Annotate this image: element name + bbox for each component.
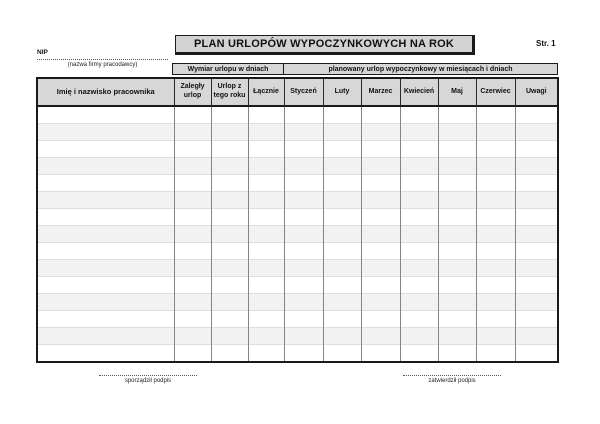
table-cell <box>174 345 211 363</box>
table-cell <box>211 243 248 260</box>
table-cell <box>323 243 361 260</box>
table-cell <box>37 175 174 192</box>
table-cell <box>284 209 323 226</box>
table-row <box>37 345 558 363</box>
preparer-signature-caption: sporządził podpis <box>124 378 172 384</box>
table-header <box>37 78 558 106</box>
table-cell <box>400 192 438 209</box>
table-cell <box>323 294 361 311</box>
table-cell <box>323 260 361 277</box>
table-cell <box>211 192 248 209</box>
table-cell <box>211 328 248 345</box>
table-cell <box>438 277 476 294</box>
table-cell <box>476 175 515 192</box>
table-cell <box>248 141 284 158</box>
table-cell <box>438 260 476 277</box>
table-cell <box>284 328 323 345</box>
table-cell <box>361 243 400 260</box>
table-cell <box>248 192 284 209</box>
table-cell <box>284 226 323 243</box>
table-row <box>37 209 558 226</box>
table-cell <box>438 226 476 243</box>
table-cell <box>37 328 174 345</box>
table-cell <box>515 328 558 345</box>
col-header-june: Czerwiec <box>476 78 515 106</box>
approver-signature-block <box>403 372 501 384</box>
table-cell <box>248 260 284 277</box>
table-cell <box>438 243 476 260</box>
col-header-current-year-leave: Urlop z tego roku <box>211 78 248 106</box>
preparer-signature-block <box>99 372 197 384</box>
table-cell <box>174 192 211 209</box>
table-cell <box>248 158 284 175</box>
table-cell <box>515 243 558 260</box>
table-cell <box>174 260 211 277</box>
table-cell <box>515 175 558 192</box>
table-cell <box>476 192 515 209</box>
table-cell <box>400 175 438 192</box>
table-cell <box>37 192 174 209</box>
table-row <box>37 277 558 294</box>
table-cell <box>476 158 515 175</box>
table-cell <box>248 124 284 141</box>
table-cell <box>323 158 361 175</box>
col-header-january: Styczeń <box>284 78 323 106</box>
table-cell <box>515 192 558 209</box>
table-cell <box>174 226 211 243</box>
table-cell <box>361 124 400 141</box>
table-cell <box>174 328 211 345</box>
table-cell <box>37 158 174 175</box>
table-cell <box>323 106 361 124</box>
nip-fill-line <box>37 56 168 60</box>
table-cell <box>361 311 400 328</box>
table-cell <box>37 141 174 158</box>
table-cell <box>361 106 400 124</box>
table-cell <box>211 141 248 158</box>
table-cell <box>323 226 361 243</box>
table-row <box>37 243 558 260</box>
table-cell <box>284 158 323 175</box>
table-cell <box>248 328 284 345</box>
approver-signature-caption: zatwierdził podpis <box>428 378 476 384</box>
table-cell <box>361 175 400 192</box>
table-cell <box>438 175 476 192</box>
table-cell <box>174 158 211 175</box>
table-cell <box>323 175 361 192</box>
table-row <box>37 226 558 243</box>
table-cell <box>361 192 400 209</box>
table-cell <box>323 141 361 158</box>
table-cell <box>400 243 438 260</box>
table-cell <box>476 311 515 328</box>
table-cell <box>248 243 284 260</box>
table-cell <box>211 226 248 243</box>
table-cell <box>438 124 476 141</box>
table-cell <box>400 277 438 294</box>
table-cell <box>515 124 558 141</box>
table-cell <box>476 328 515 345</box>
table-cell <box>284 175 323 192</box>
table-cell <box>323 277 361 294</box>
table-cell <box>284 106 323 124</box>
table-cell <box>37 106 174 124</box>
preparer-signature-line <box>99 372 197 376</box>
table-cell <box>248 226 284 243</box>
table-row <box>37 260 558 277</box>
table-cell <box>248 106 284 124</box>
table-cell <box>284 345 323 363</box>
table-cell <box>361 294 400 311</box>
table-cell <box>515 311 558 328</box>
table-cell <box>400 158 438 175</box>
table-cell <box>476 294 515 311</box>
table-cell <box>248 175 284 192</box>
table-cell <box>361 260 400 277</box>
column-header-row <box>37 78 558 106</box>
table-cell <box>248 277 284 294</box>
table-cell <box>211 209 248 226</box>
table-row <box>37 141 558 158</box>
table-cell <box>400 209 438 226</box>
table-cell <box>284 243 323 260</box>
table-cell <box>361 158 400 175</box>
table-cell <box>37 311 174 328</box>
company-name-caption: (nazwa firmy pracodawcy) <box>67 62 138 68</box>
table-cell <box>400 328 438 345</box>
table-cell <box>323 328 361 345</box>
table-cell <box>174 175 211 192</box>
approver-signature-line <box>403 372 501 376</box>
table-cell <box>361 277 400 294</box>
table-cell <box>515 260 558 277</box>
table-cell <box>438 294 476 311</box>
table-cell <box>438 141 476 158</box>
table-cell <box>284 124 323 141</box>
table-cell <box>211 277 248 294</box>
table-cell <box>174 277 211 294</box>
table-cell <box>211 345 248 363</box>
table-cell <box>174 124 211 141</box>
table-cell <box>515 345 558 363</box>
table-cell <box>248 311 284 328</box>
table-row <box>37 175 558 192</box>
table-cell <box>248 294 284 311</box>
col-header-march: Marzec <box>361 78 400 106</box>
table-cell <box>211 175 248 192</box>
table-cell <box>438 345 476 363</box>
table-cell <box>211 260 248 277</box>
table-cell <box>438 209 476 226</box>
col-header-remarks: Uwagi <box>515 78 558 106</box>
table-cell <box>515 226 558 243</box>
table-cell <box>284 192 323 209</box>
table-cell <box>438 158 476 175</box>
table-cell <box>400 294 438 311</box>
table-cell <box>438 328 476 345</box>
col-header-total: Łącznie <box>248 78 284 106</box>
col-header-may: Maj <box>438 78 476 106</box>
table-cell <box>361 141 400 158</box>
table-cell <box>323 192 361 209</box>
group-header-leave-dimension: Wymiar urlopu w dniach <box>173 64 284 75</box>
table-cell <box>37 260 174 277</box>
table-row <box>37 192 558 209</box>
table-row <box>37 158 558 175</box>
table-cell <box>211 294 248 311</box>
table-row <box>37 294 558 311</box>
table-cell <box>174 106 211 124</box>
table-cell <box>476 243 515 260</box>
table-cell <box>361 328 400 345</box>
table-cell <box>174 311 211 328</box>
table-cell <box>476 106 515 124</box>
table-cell <box>284 277 323 294</box>
form-title: PLAN URLOPÓW WYPOCZYNKOWYCH NA ROK <box>194 38 454 50</box>
form-title-box <box>175 35 475 55</box>
company-id-block <box>37 49 168 68</box>
table-cell <box>515 277 558 294</box>
table-cell <box>476 226 515 243</box>
table-row <box>37 328 558 345</box>
table-cell <box>515 106 558 124</box>
table-body <box>37 106 558 362</box>
table-cell <box>211 124 248 141</box>
table-cell <box>323 311 361 328</box>
table-cell <box>476 277 515 294</box>
table-cell <box>211 311 248 328</box>
table-cell <box>174 243 211 260</box>
table-cell <box>284 141 323 158</box>
vacation-plan-table <box>36 77 559 363</box>
table-cell <box>323 345 361 363</box>
col-header-overdue-leave: Zaległy urlop <box>174 78 211 106</box>
table-cell <box>400 106 438 124</box>
table-cell <box>515 141 558 158</box>
table-cell <box>400 124 438 141</box>
table-cell <box>37 345 174 363</box>
table-cell <box>37 124 174 141</box>
table-cell <box>438 311 476 328</box>
table-cell <box>37 277 174 294</box>
table-cell <box>361 226 400 243</box>
table-row <box>37 106 558 124</box>
table-cell <box>37 226 174 243</box>
table-cell <box>438 192 476 209</box>
table-cell <box>400 260 438 277</box>
table-cell <box>37 243 174 260</box>
table-cell <box>248 345 284 363</box>
table-cell <box>400 311 438 328</box>
table-cell <box>211 158 248 175</box>
table-cell <box>284 260 323 277</box>
col-header-april: Kwiecień <box>400 78 438 106</box>
table-cell <box>515 209 558 226</box>
table-cell <box>248 209 284 226</box>
table-cell <box>476 345 515 363</box>
table-cell <box>400 345 438 363</box>
table-cell <box>174 294 211 311</box>
table-cell <box>37 294 174 311</box>
table-cell <box>323 124 361 141</box>
table-cell <box>284 311 323 328</box>
group-header-planned-leave: planowany urlop wypoczynkowy w miesiącach i dniach <box>284 64 558 75</box>
table-cell <box>174 209 211 226</box>
table-cell <box>515 158 558 175</box>
table-cell <box>438 106 476 124</box>
table-cell <box>361 345 400 363</box>
table-cell <box>515 294 558 311</box>
table-cell <box>400 226 438 243</box>
table-cell <box>284 294 323 311</box>
table-cell <box>400 141 438 158</box>
page-number: Str. 1 <box>536 39 556 48</box>
table-cell <box>174 141 211 158</box>
table-cell <box>323 209 361 226</box>
table-cell <box>476 124 515 141</box>
table-row <box>37 124 558 141</box>
table-cell <box>476 209 515 226</box>
col-header-employee-name: Imię i nazwisko pracownika <box>37 78 174 106</box>
table-cell <box>37 209 174 226</box>
table-cell <box>211 106 248 124</box>
table-row <box>37 311 558 328</box>
table-cell <box>361 209 400 226</box>
table-cell <box>476 260 515 277</box>
table-cell <box>476 141 515 158</box>
nip-label: NIP <box>37 49 48 56</box>
group-header-row <box>172 63 558 75</box>
col-header-february: Luty <box>323 78 361 106</box>
